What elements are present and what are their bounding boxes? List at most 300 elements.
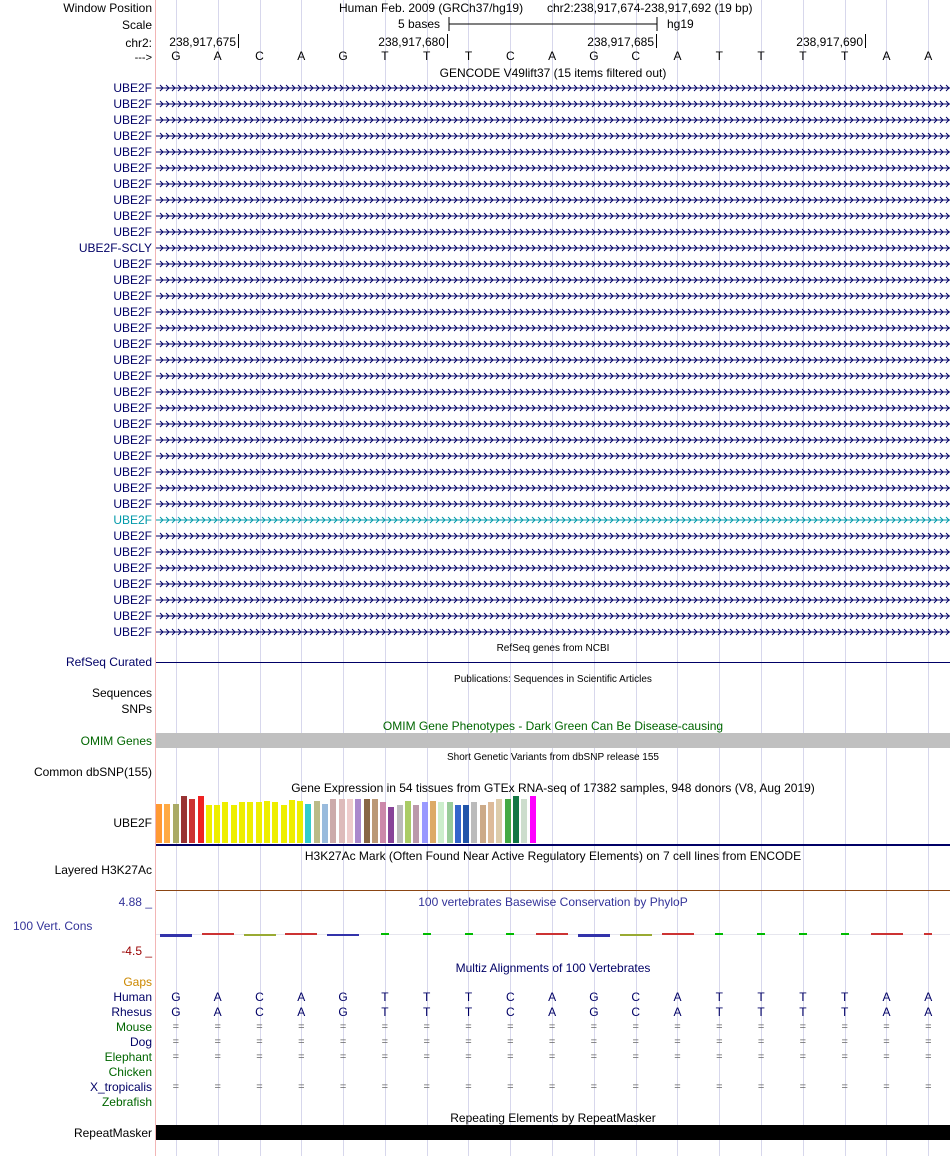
multiz-cell: G: [589, 990, 599, 1004]
scale-bar: [445, 15, 660, 33]
gencode-item-feature[interactable]: [156, 387, 950, 397]
publications-title[interactable]: Publications: Sequences in Scientific Articles: [454, 674, 652, 685]
multiz-cell: T: [715, 990, 723, 1004]
gtex-tissue-bar[interactable]: [264, 801, 270, 843]
multiz-cell: C: [255, 1005, 264, 1019]
gencode-strand-arrows: [156, 275, 950, 285]
gencode-item-label[interactable]: UBE2F: [113, 337, 152, 351]
gencode-item-label[interactable]: UBE2F: [113, 433, 152, 447]
gtex-tissue-bar[interactable]: [297, 801, 303, 843]
gencode-strand-arrows: [156, 579, 950, 589]
refseq-title[interactable]: RefSeq genes from NCBI: [496, 643, 610, 654]
multiz-title[interactable]: Multiz Alignments of 100 Vertebrates: [455, 961, 651, 975]
gencode-strand-arrows: [156, 595, 950, 605]
gencode-strand-arrows: [156, 323, 950, 333]
phylop-score-bar: [285, 933, 317, 935]
gridline: [552, 0, 553, 1156]
tick-mark: [656, 34, 657, 48]
gencode-item-feature[interactable]: [156, 83, 950, 93]
gencode-item-label[interactable]: UBE2F: [113, 545, 152, 559]
gtex-tissue-bar[interactable]: [305, 804, 311, 843]
base-letter: A: [297, 49, 306, 63]
gencode-strand-arrows: [156, 131, 950, 141]
multiz-cell: =: [214, 1021, 221, 1033]
gencode-item-feature[interactable]: [156, 147, 950, 157]
multiz-cell: =: [172, 1081, 180, 1093]
gencode-item-feature[interactable]: [156, 307, 950, 317]
gridline: [343, 0, 344, 1156]
multiz-cell: =: [632, 1036, 639, 1048]
gridline: [845, 0, 846, 1156]
gencode-item-feature[interactable]: [156, 611, 950, 621]
multiz-cell: =: [883, 1021, 890, 1033]
multiz-cell: =: [716, 1021, 723, 1033]
multiz-cell: =: [381, 1036, 389, 1048]
gencode-strand-arrows: [156, 499, 950, 509]
gencode-item-feature[interactable]: [156, 227, 950, 237]
gtex-tissue-bar[interactable]: [422, 802, 428, 843]
gtex-bar-chart[interactable]: [156, 795, 556, 843]
multiz-cell: G: [338, 1005, 348, 1019]
gencode-item-label[interactable]: UBE2F: [113, 609, 152, 623]
multiz-cell: =: [674, 1081, 681, 1093]
gtex-tissue-bar[interactable]: [513, 796, 519, 843]
gencode-item-feature[interactable]: [156, 515, 950, 525]
repeatmasker-title[interactable]: Repeating Elements by RepeatMasker: [450, 1111, 656, 1125]
h3k27ac-label[interactable]: Layered H3K27Ac: [54, 863, 152, 877]
gencode-item-feature[interactable]: [156, 467, 950, 477]
multiz-cell: =: [925, 1051, 932, 1063]
multiz-cell: =: [548, 1081, 556, 1093]
gencode-item-label[interactable]: UBE2F: [113, 193, 152, 207]
gencode-strand-arrows: [156, 227, 950, 237]
phylop-score-bar: [327, 934, 359, 936]
multiz-cell: =: [465, 1051, 472, 1063]
phylop-score-bar: [715, 933, 723, 935]
base-letter: A: [213, 49, 222, 63]
multiz-cell: =: [716, 1051, 723, 1063]
phylop-label[interactable]: 100 Vert. Cons: [13, 919, 93, 933]
gencode-item-label[interactable]: UBE2F: [113, 305, 152, 319]
gencode-strand-arrows: [156, 451, 950, 461]
gtex-tissue-bar[interactable]: [355, 799, 361, 843]
gencode-item-label[interactable]: UBE2F: [113, 129, 152, 143]
multiz-cell: T: [464, 990, 473, 1004]
multiz-cell: =: [423, 1051, 430, 1063]
multiz-cell: =: [841, 1081, 848, 1093]
gencode-item-label[interactable]: UBE2F: [113, 417, 152, 431]
multiz-cell: G: [338, 990, 348, 1004]
gencode-item-feature[interactable]: [156, 563, 950, 573]
gencode-item-feature[interactable]: [156, 275, 950, 285]
gtex-tissue-bar[interactable]: [164, 804, 170, 843]
multiz-cell: =: [716, 1081, 723, 1093]
base-letter: A: [882, 49, 891, 63]
multiz-cell: =: [256, 1036, 263, 1048]
gencode-item-feature[interactable]: [156, 419, 950, 429]
multiz-cell: =: [925, 1021, 932, 1033]
gtex-title[interactable]: Gene Expression in 54 tissues from GTEx RNA-seq of 17382 samples, 948 donors (V8, Aug 2019): [291, 781, 815, 795]
gencode-strand-arrows: [156, 355, 950, 365]
gtex-tissue-bar[interactable]: [463, 805, 469, 843]
gtex-tissue-bar[interactable]: [256, 802, 262, 843]
gencode-item-feature[interactable]: [156, 291, 950, 301]
multiz-cell: G: [171, 1005, 181, 1019]
multiz-cell: =: [841, 1021, 848, 1033]
gtex-tissue-bar[interactable]: [272, 802, 278, 843]
gencode-item-feature[interactable]: [156, 243, 950, 253]
multiz-gaps-label[interactable]: Gaps: [123, 975, 152, 989]
multiz-cell: =: [423, 1036, 430, 1048]
gencode-item-label[interactable]: UBE2F: [113, 289, 152, 303]
gencode-item-label[interactable]: UBE2F: [113, 177, 152, 191]
gencode-item-label[interactable]: UBE2F: [113, 401, 152, 415]
multiz-species-label[interactable]: Rhesus: [111, 1005, 152, 1019]
multiz-cell: =: [883, 1081, 890, 1093]
multiz-cell: =: [548, 1021, 556, 1033]
base-letter: C: [505, 49, 515, 63]
gencode-item-feature[interactable]: [156, 115, 950, 125]
multiz-cell: =: [674, 1021, 681, 1033]
multiz-cell: C: [631, 1005, 641, 1019]
gtex-baseline: [156, 844, 950, 846]
gencode-item-feature[interactable]: [156, 195, 950, 205]
gencode-item-label[interactable]: UBE2F: [113, 273, 152, 287]
gencode-strand-arrows: [156, 259, 950, 269]
multiz-cell: T: [799, 1005, 807, 1019]
gencode-item-label[interactable]: UBE2F: [113, 209, 152, 223]
multiz-cell: =: [214, 1081, 221, 1093]
gencode-strand-arrows: [156, 291, 950, 301]
gtex-tissue-bar[interactable]: [447, 802, 453, 843]
multiz-cell: =: [757, 1081, 765, 1093]
gtex-tissue-bar[interactable]: [173, 804, 179, 843]
multiz-cell: =: [632, 1021, 639, 1033]
omim-title[interactable]: OMIM Gene Phenotypes - Dark Green Can Be Disease-causing: [382, 719, 724, 733]
gtex-tissue-bar[interactable]: [364, 799, 370, 843]
gencode-strand-arrows: [156, 419, 950, 429]
multiz-cell: =: [381, 1081, 389, 1093]
multiz-cell: =: [674, 1036, 681, 1048]
gencode-item-label[interactable]: UBE2F: [113, 145, 152, 159]
gencode-item-feature[interactable]: [156, 579, 950, 589]
phylop-min-label: -4.5 _: [121, 944, 152, 958]
phylop-score-bar: [757, 933, 765, 935]
gencode-item-label[interactable]: UBE2F: [113, 81, 152, 95]
gtex-tissue-bar[interactable]: [198, 796, 204, 843]
multiz-cell: =: [799, 1081, 807, 1093]
multiz-cell: =: [256, 1051, 263, 1063]
gencode-item-label[interactable]: UBE2F-SCLY: [78, 241, 152, 255]
phylop-title[interactable]: 100 vertebrates Basewise Conservation by PhyloP: [418, 895, 688, 909]
gencode-item-label[interactable]: UBE2F: [113, 529, 152, 543]
base-letter: T: [841, 49, 849, 63]
gtex-tissue-bar[interactable]: [505, 799, 511, 843]
multiz-cell: T: [799, 990, 807, 1004]
gtex-tissue-bar[interactable]: [156, 804, 162, 843]
gencode-item-feature[interactable]: [156, 211, 950, 221]
gridline: [218, 0, 219, 1156]
gencode-strand-arrows: [156, 531, 950, 541]
gtex-tissue-bar[interactable]: [281, 805, 287, 843]
gencode-strand-arrows: [156, 403, 950, 413]
gtex-tissue-bar[interactable]: [480, 805, 486, 843]
gencode-item-feature[interactable]: [156, 499, 950, 509]
base-letter: A: [673, 49, 682, 63]
gtex-tissue-bar[interactable]: [388, 807, 394, 843]
multiz-cell: =: [381, 1051, 389, 1063]
gtex-tissue-bar[interactable]: [222, 802, 228, 843]
gridline: [928, 0, 929, 1156]
gridline: [176, 0, 177, 1156]
gtex-tissue-bar[interactable]: [314, 801, 320, 843]
gencode-item-label[interactable]: UBE2F: [113, 561, 152, 575]
gridline: [886, 0, 887, 1156]
gencode-item-feature[interactable]: [156, 323, 950, 333]
multiz-cell: =: [256, 1021, 263, 1033]
gencode-item-label[interactable]: UBE2F: [113, 593, 152, 607]
multiz-cell: =: [841, 1051, 848, 1063]
gtex-tissue-bar[interactable]: [430, 801, 436, 843]
multiz-cell: =: [339, 1051, 347, 1063]
multiz-cell: =: [799, 1051, 807, 1063]
multiz-cell: =: [465, 1036, 472, 1048]
phylop-score-bar: [423, 933, 431, 935]
multiz-cell: =: [590, 1051, 598, 1063]
h3k27ac-title[interactable]: H3K27Ac Mark (Often Found Near Active Regulatory Elements) on 7 cell lines from ENCODE: [304, 849, 802, 863]
gtex-tissue-bar[interactable]: [455, 805, 461, 843]
tick-mark: [447, 34, 448, 48]
gencode-item-feature[interactable]: [156, 339, 950, 349]
repeatmasker-label[interactable]: RepeatMasker: [73, 1126, 152, 1140]
gridline: [719, 0, 720, 1156]
gtex-tissue-bar[interactable]: [397, 805, 403, 843]
gencode-item-feature[interactable]: [156, 179, 950, 189]
gencode-item-feature[interactable]: [156, 163, 950, 173]
gtex-tissue-bar[interactable]: [347, 799, 353, 843]
gencode-strand-arrows: [156, 611, 950, 621]
multiz-cell: A: [882, 990, 891, 1004]
gencode-strand-arrows: [156, 195, 950, 205]
multiz-cell: =: [883, 1036, 890, 1048]
gtex-tissue-bar[interactable]: [405, 801, 411, 843]
gencode-item-label[interactable]: UBE2F: [113, 385, 152, 399]
gencode-item-label[interactable]: UBE2F: [113, 97, 152, 111]
gencode-item-feature[interactable]: [156, 531, 950, 541]
gencode-strand-arrows: [156, 115, 950, 125]
multiz-cell: G: [589, 1005, 599, 1019]
gtex-tissue-bar[interactable]: [438, 802, 444, 843]
phylop-score-bar: [381, 933, 389, 935]
multiz-cell: T: [715, 1005, 723, 1019]
gencode-item-feature[interactable]: [156, 595, 950, 605]
phylop-score-bar: [662, 933, 694, 935]
multiz-cell: A: [924, 1005, 933, 1019]
gencode-item-label[interactable]: UBE2F: [113, 513, 152, 527]
gtex-tissue-bar[interactable]: [488, 802, 494, 843]
gtex-tissue-bar[interactable]: [413, 805, 419, 843]
gtex-label[interactable]: UBE2F: [113, 816, 152, 830]
window-position-label: Window Position: [63, 1, 152, 15]
base-letter: G: [589, 49, 599, 63]
gridline: [468, 0, 469, 1156]
gtex-tissue-bar[interactable]: [289, 800, 295, 843]
gencode-item-feature[interactable]: [156, 627, 950, 637]
dbsnp-title[interactable]: Short Genetic Variants from dbSNP release 155: [447, 752, 659, 763]
multiz-cell: T: [423, 1005, 431, 1019]
gencode-item-feature[interactable]: [156, 355, 950, 365]
scale-label: Scale: [121, 18, 152, 32]
multiz-cell: =: [799, 1036, 807, 1048]
gencode-item-feature[interactable]: [156, 451, 950, 461]
gencode-item-feature[interactable]: [156, 259, 950, 269]
gencode-strand-arrows: [156, 339, 950, 349]
multiz-cell: T: [757, 1005, 765, 1019]
gencode-item-feature[interactable]: [156, 435, 950, 445]
multiz-cell: A: [213, 1005, 222, 1019]
multiz-cell: =: [632, 1051, 639, 1063]
phylop-score-bar: [578, 934, 610, 937]
gridline: [260, 0, 261, 1156]
multiz-cell: =: [925, 1081, 932, 1093]
multiz-species-label[interactable]: Chicken: [108, 1065, 152, 1079]
multiz-cell: =: [757, 1051, 765, 1063]
gencode-item-label[interactable]: UBE2F: [113, 369, 152, 383]
phylop-score-bar: [620, 934, 652, 936]
multiz-cell: =: [757, 1036, 765, 1048]
phylop-max-label: 4.88 _: [118, 895, 152, 909]
publications-snps-label[interactable]: SNPs: [121, 702, 152, 716]
multiz-cell: G: [171, 990, 181, 1004]
multiz-cell: =: [548, 1051, 556, 1063]
gtex-tissue-bar[interactable]: [214, 805, 220, 843]
gencode-item-feature[interactable]: [156, 371, 950, 381]
gencode-title[interactable]: GENCODE V49lift37 (15 items filtered out): [439, 66, 667, 80]
multiz-species-label[interactable]: Human: [113, 990, 152, 1004]
gtex-tissue-bar[interactable]: [339, 799, 345, 843]
multiz-cell: =: [465, 1081, 472, 1093]
gridline: [803, 0, 804, 1156]
gencode-strand-arrows: [156, 243, 950, 253]
dbsnp-label[interactable]: Common dbSNP(155): [33, 765, 152, 779]
gencode-item-label[interactable]: UBE2F: [113, 225, 152, 239]
gtex-tissue-bar[interactable]: [322, 804, 328, 843]
gtex-tissue-bar[interactable]: [206, 805, 212, 843]
gencode-strand-arrows: [156, 467, 950, 477]
base-letter: G: [338, 49, 348, 63]
gencode-item-label[interactable]: UBE2F: [113, 257, 152, 271]
gencode-strand-arrows: [156, 99, 950, 109]
gtex-tissue-bar[interactable]: [530, 796, 536, 843]
gtex-tissue-bar[interactable]: [239, 802, 245, 843]
multiz-cell: A: [673, 990, 682, 1004]
gtex-tissue-bar[interactable]: [330, 799, 336, 843]
multiz-cell: =: [799, 1021, 807, 1033]
gencode-item-label[interactable]: UBE2F: [113, 625, 152, 639]
multiz-species-label[interactable]: X_tropicalis: [89, 1080, 152, 1094]
gtex-tissue-bar[interactable]: [181, 796, 187, 843]
multiz-cell: T: [841, 990, 849, 1004]
gencode-item-label[interactable]: UBE2F: [113, 449, 152, 463]
multiz-cell: =: [172, 1036, 180, 1048]
gencode-item-feature[interactable]: [156, 483, 950, 493]
gencode-item-feature[interactable]: [156, 131, 950, 141]
multiz-species-label[interactable]: Mouse: [115, 1020, 152, 1034]
scale-db-text: hg19: [667, 17, 694, 31]
gencode-item-label[interactable]: UBE2F: [113, 113, 152, 127]
gtex-tissue-bar[interactable]: [189, 799, 195, 843]
phylop-score-bar: [244, 934, 276, 936]
multiz-cell: =: [339, 1036, 347, 1048]
multiz-cell: =: [339, 1021, 347, 1033]
multiz-cell: =: [841, 1036, 848, 1048]
gencode-item-feature[interactable]: [156, 547, 950, 557]
multiz-cell: C: [631, 990, 641, 1004]
multiz-species-label[interactable]: Zebrafish: [101, 1095, 152, 1109]
gtex-tissue-bar[interactable]: [247, 802, 253, 843]
multiz-cell: =: [339, 1081, 347, 1093]
omim-label[interactable]: OMIM Genes: [80, 734, 152, 748]
gencode-item-label[interactable]: UBE2F: [113, 497, 152, 511]
gencode-item-feature[interactable]: [156, 403, 950, 413]
base-letter: C: [255, 49, 264, 63]
position-text: chr2:238,917,674-238,917,692 (19 bp): [547, 1, 753, 15]
gtex-tissue-bar[interactable]: [496, 799, 502, 843]
base-letter: T: [381, 49, 389, 63]
gtex-tissue-bar[interactable]: [372, 799, 378, 843]
gtex-tissue-bar[interactable]: [231, 805, 237, 843]
strand-label: --->: [134, 52, 152, 64]
multiz-cell: T: [841, 1005, 849, 1019]
multiz-cell: A: [924, 990, 933, 1004]
gencode-item-label[interactable]: UBE2F: [113, 161, 152, 175]
gencode-item-feature[interactable]: [156, 99, 950, 109]
repeatmasker-feature-bar[interactable]: [156, 1125, 950, 1140]
gencode-strand-arrows: [156, 179, 950, 189]
base-letter: A: [924, 49, 933, 63]
base-letter: T: [799, 49, 807, 63]
multiz-cell: =: [256, 1081, 263, 1093]
multiz-cell: A: [882, 1005, 891, 1019]
publications-sequences-label[interactable]: Sequences: [91, 686, 152, 700]
gtex-tissue-bar[interactable]: [380, 802, 386, 843]
multiz-cell: A: [673, 1005, 682, 1019]
gencode-item-label[interactable]: UBE2F: [113, 465, 152, 479]
multiz-cell: T: [423, 990, 431, 1004]
gencode-item-label[interactable]: UBE2F: [113, 321, 152, 335]
gencode-item-label[interactable]: UBE2F: [113, 481, 152, 495]
gtex-tissue-bar[interactable]: [471, 802, 477, 843]
gencode-strand-arrows: [156, 163, 950, 173]
multiz-species-label[interactable]: Dog: [129, 1035, 152, 1049]
gencode-item-label[interactable]: UBE2F: [113, 577, 152, 591]
gridline: [636, 0, 637, 1156]
multiz-cell: =: [172, 1021, 180, 1033]
multiz-species-label[interactable]: Elephant: [104, 1050, 152, 1064]
gtex-tissue-bar[interactable]: [521, 799, 527, 843]
base-letter: T: [423, 49, 431, 63]
multiz-cell: =: [214, 1036, 221, 1048]
gencode-item-label[interactable]: UBE2F: [113, 353, 152, 367]
refseq-label[interactable]: RefSeq Curated: [65, 655, 152, 669]
omim-feature-bar[interactable]: [156, 733, 950, 748]
assembly-text: Human Feb. 2009 (GRCh37/hg19): [339, 1, 524, 15]
refseq-feature-line[interactable]: [156, 662, 950, 663]
multiz-cell: T: [757, 990, 765, 1004]
tick-label: 238,917,690: [796, 35, 863, 49]
multiz-cell: =: [590, 1036, 598, 1048]
gencode-strand-arrows: [156, 563, 950, 573]
